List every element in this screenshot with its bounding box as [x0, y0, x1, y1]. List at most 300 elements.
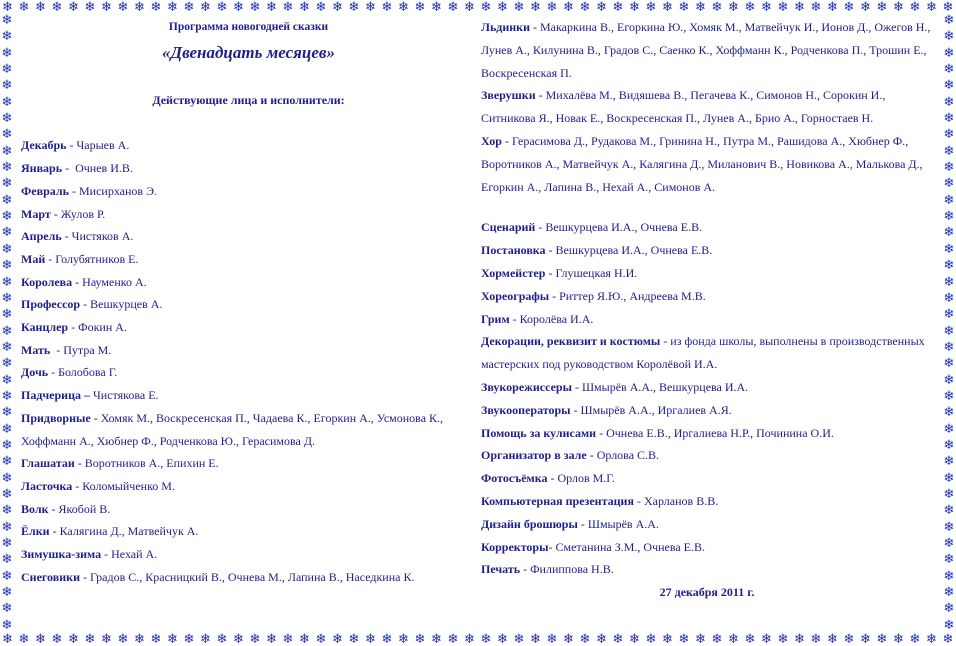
cast-entry — [21, 498, 476, 521]
cast_right-performers: Макаркина В., Егоркина Ю., Хомяк М., Матвейчук И., Ионов Д., Ожегов Н., Лунев А., Килунина В., Градов С., Саенко К., Хоффманн К., Родченкова П., Трошин Е., Воскресенская П. — [481, 20, 931, 80]
snowflake-icon: ❄ — [1, 388, 13, 404]
snowflake-icon: ❄ — [943, 290, 955, 306]
snowflake-icon: ❄ — [530, 632, 541, 646]
cast-performers: Жулов Р. — [60, 206, 106, 221]
crew-entry — [481, 490, 933, 513]
crew-entry — [481, 308, 933, 331]
snowflake-icon: ❄ — [68, 632, 79, 646]
cast-separator: - — [50, 206, 61, 221]
cast-performers: Чистякова Е. — [93, 388, 159, 403]
snowflake-icon: ❄ — [876, 632, 888, 646]
cast-list — [21, 134, 476, 588]
snowflake-icon: ❄ — [943, 437, 955, 453]
cast-performers: Градов С., Красницкий В., Очнева М., Лапина В., Наседкина К. — [89, 569, 415, 584]
crew-entry — [481, 216, 933, 239]
snowflake-icon: ❄ — [943, 258, 955, 274]
snowflake-icon: ❄ — [645, 0, 657, 14]
play-title: «Двенадцать месяцев» — [162, 42, 335, 62]
snowflake-icon: ❄ — [2, 632, 13, 646]
cast-performers: Болобова Г. — [58, 365, 118, 380]
snowflake-icon: ❄ — [1, 503, 13, 519]
crew-entry — [481, 536, 933, 559]
snowflake-icon: ❄ — [943, 225, 955, 241]
snowflake-icon: ❄ — [332, 632, 343, 646]
snowflake-icon: ❄ — [183, 632, 195, 646]
cast-separator: - — [48, 365, 59, 380]
snowflake-icon: ❄ — [1, 225, 13, 241]
right-column — [481, 16, 933, 604]
cast-entry — [21, 157, 476, 180]
snowflake-icon: ❄ — [943, 339, 955, 355]
crew-entry — [481, 422, 933, 445]
crew-list — [481, 216, 933, 581]
snowflake-icon: ❄ — [843, 0, 855, 14]
snowflake-icon: ❄ — [926, 632, 937, 646]
cast-separator: - — [101, 547, 112, 562]
snowflake-icon: ❄ — [860, 632, 871, 646]
snowflake-icon: ❄ — [943, 14, 955, 28]
snowflake-icon: ❄ — [1, 127, 13, 143]
snowflake-icon: ❄ — [35, 632, 46, 646]
crew-entry — [481, 467, 933, 490]
crew-role: Организатор в зале — [481, 448, 587, 463]
cast-entry — [21, 134, 476, 157]
cast-entry — [21, 203, 476, 226]
snowflake-icon: ❄ — [794, 632, 805, 646]
snowflake-icon: ❄ — [943, 568, 955, 584]
crew-performers: Риттер Я.Ю., Андреева М.В. — [559, 288, 706, 303]
snowflake-icon: ❄ — [51, 632, 63, 646]
crew-role: Компьютерная презентация — [481, 493, 634, 508]
cast-separator: - — [48, 501, 59, 516]
crew-role: Сценарий — [481, 220, 536, 235]
snowflake-icon: ❄ — [1, 160, 13, 176]
cast_right-entry — [481, 84, 933, 130]
snowflake-icon: ❄ — [200, 632, 211, 646]
snowflake-icon: ❄ — [1, 323, 13, 339]
snowflake-icon: ❄ — [414, 0, 426, 14]
snowflake-icon: ❄ — [101, 632, 112, 646]
snowflake-icon: ❄ — [1, 78, 13, 94]
crew-entry — [481, 262, 933, 285]
cast-separator: - — [50, 342, 64, 357]
cast-entry — [21, 566, 476, 589]
snowflake-icon: ❄ — [943, 160, 955, 176]
cast-performers: Якобой В. — [58, 501, 111, 516]
cast-entry — [21, 316, 476, 339]
crew-performers: Королёва И.А. — [519, 311, 594, 326]
snowflake-icon: ❄ — [513, 0, 525, 14]
cast-performers: Голубятников Е. — [55, 251, 139, 266]
snowflake-icon: ❄ — [1, 176, 13, 192]
cast-role: Волк — [21, 501, 49, 516]
snowflake-icon: ❄ — [943, 519, 955, 535]
cast-performers: Чистяков А. — [71, 229, 134, 244]
crew-role: Помощь за кулисами — [481, 425, 597, 440]
cast-performers: Фокин А. — [78, 320, 127, 335]
snowflake-icon: ❄ — [761, 0, 772, 14]
snowflake-icon: ❄ — [266, 632, 277, 646]
snowflake-icon: ❄ — [233, 0, 244, 14]
snowflake-icon: ❄ — [431, 0, 442, 14]
cast_right-role: Хор — [481, 133, 502, 148]
crew-entry — [481, 330, 933, 376]
snowflake-icon: ❄ — [546, 0, 558, 14]
snowflake-icon: ❄ — [18, 632, 30, 646]
cast-role: Февраль — [21, 183, 69, 198]
snowflake-icon: ❄ — [612, 0, 624, 14]
snowflake-icon: ❄ — [1, 29, 13, 45]
snowflake-icon: ❄ — [282, 632, 294, 646]
snowflake-icon: ❄ — [943, 454, 955, 470]
crew-separator: - — [549, 288, 560, 303]
cast-entry — [21, 361, 476, 384]
snowflake-icon: ❄ — [249, 632, 261, 646]
cast-entry — [21, 339, 476, 362]
snowflake-icon: ❄ — [943, 111, 955, 127]
snowflake-icon: ❄ — [810, 632, 822, 646]
snowflake-icon: ❄ — [414, 632, 426, 646]
crew-separator: - — [545, 265, 556, 280]
snowflake-icon: ❄ — [447, 0, 459, 14]
snowflake-icon: ❄ — [943, 274, 955, 290]
crew-entry — [481, 376, 933, 399]
cast-performers: Нехай А. — [111, 547, 158, 562]
crew-performers: Вешкурцева И.А., Очнева Е.В. — [555, 243, 713, 258]
cast-entry — [21, 271, 476, 294]
snowflake-icon: ❄ — [150, 0, 162, 14]
spacer — [481, 198, 933, 216]
snowflake-icon: ❄ — [150, 632, 162, 646]
crew-role: Хореографы — [481, 288, 550, 303]
snowflake-icon: ❄ — [1, 94, 13, 110]
snowflake-icon: ❄ — [943, 372, 955, 388]
crew-performers: Орлова С.В. — [596, 448, 660, 463]
cast-entry — [21, 225, 476, 248]
snowflake-icon: ❄ — [942, 632, 954, 646]
snowflake-icon: ❄ — [943, 307, 955, 323]
snowflake-icon: ❄ — [365, 0, 376, 14]
snowflake-icon: ❄ — [695, 632, 706, 646]
snowflake-icon: ❄ — [315, 0, 327, 14]
snowflake-icon: ❄ — [827, 0, 838, 14]
cast-separator: - — [72, 478, 83, 493]
cast-role: Март — [21, 206, 51, 221]
snowflake-icon: ❄ — [943, 209, 955, 225]
crew-performers: из фонда школы, выполнены в производственных мастерских под руководством Королёвой И.А. — [481, 334, 925, 372]
cast-entry — [21, 475, 476, 498]
snowflake-icon: ❄ — [332, 0, 343, 14]
snowflake-icon: ❄ — [1, 405, 13, 421]
crew-performers: Глушецкая Н.И. — [555, 265, 638, 280]
cast_right-separator: - — [501, 133, 512, 148]
snowflake-icon: ❄ — [943, 143, 955, 159]
cast-separator: - — [90, 410, 101, 425]
snowflake-icon: ❄ — [943, 29, 955, 45]
crew-separator: - — [633, 493, 644, 508]
snowflake-icon: ❄ — [1, 601, 13, 617]
snowflake-icon: ❄ — [2, 0, 13, 14]
snowflake-icon: ❄ — [134, 0, 145, 14]
snowflake-icon: ❄ — [827, 632, 838, 646]
snowflake-icon: ❄ — [35, 0, 46, 14]
cast-role: Падчерица – — [21, 388, 90, 403]
cast-performers: Путра М. — [63, 342, 112, 357]
cast-performers: Воротников А., Епихин Е. — [84, 456, 219, 471]
crew-entry — [481, 444, 933, 467]
snowflake-icon: ❄ — [943, 241, 955, 257]
cast-role: Декабрь — [21, 138, 67, 153]
cast-separator: - — [61, 229, 72, 244]
cast-performers: Мисирханов Э. — [78, 183, 158, 198]
crew-role: Постановка — [481, 243, 546, 258]
cast-entry — [21, 407, 476, 452]
snowflake-icon: ❄ — [943, 323, 955, 339]
crew-role: Фотосъёмка — [481, 471, 548, 486]
border-bottom — [0, 632, 956, 646]
snowflake-icon: ❄ — [943, 78, 955, 94]
snowflake-icon: ❄ — [728, 632, 739, 646]
snowflake-icon: ❄ — [134, 632, 145, 646]
cast-separator: - — [80, 297, 91, 312]
snowflake-icon: ❄ — [596, 632, 607, 646]
snowflake-icon: ❄ — [794, 0, 805, 14]
cast-entry — [21, 248, 476, 271]
crew-role: Печать — [481, 562, 521, 577]
snowflake-icon: ❄ — [744, 632, 756, 646]
cast-performers: Науменко А. — [82, 274, 147, 289]
cast_right-role: Льдинки — [481, 20, 531, 34]
crew-separator: - — [596, 425, 607, 440]
crew-separator: - — [547, 471, 558, 486]
snowflake-icon: ❄ — [629, 0, 640, 14]
cast_right-separator: - — [535, 88, 546, 103]
snowflake-icon: ❄ — [1, 192, 13, 208]
cast-separator: - — [72, 274, 83, 289]
snowflake-icon: ❄ — [398, 0, 409, 14]
snowflake-icon: ❄ — [1, 307, 13, 323]
crew-separator: - — [571, 379, 582, 394]
snowflake-icon: ❄ — [942, 0, 954, 14]
snowflake-icon: ❄ — [365, 632, 376, 646]
snowflake-icon: ❄ — [926, 0, 937, 14]
snowflake-icon: ❄ — [711, 0, 723, 14]
crew-performers: Шмырёв А.А. — [587, 516, 659, 531]
snowflake-icon: ❄ — [943, 536, 955, 551]
snowflake-icon: ❄ — [909, 0, 921, 14]
crew-performers: Сметанина З.М., Очнева Е.В. — [555, 539, 706, 554]
cast-role: Зимушка-зима — [21, 547, 102, 562]
cast-performers: Калягина Д., Матвейчук А. — [59, 524, 199, 539]
snowflake-icon: ❄ — [645, 632, 657, 646]
snowflake-icon: ❄ — [1, 290, 13, 306]
snowflake-icon: ❄ — [1, 274, 13, 290]
snowflake-icon: ❄ — [943, 470, 955, 486]
snowflake-icon: ❄ — [167, 0, 178, 14]
snowflake-icon: ❄ — [1, 62, 13, 78]
snowflake-icon: ❄ — [497, 632, 508, 646]
crew-separator: - — [586, 448, 597, 463]
snowflake-icon: ❄ — [18, 0, 30, 14]
border-left — [0, 14, 14, 632]
snowflake-icon: ❄ — [200, 0, 211, 14]
snowflake-icon: ❄ — [1, 437, 13, 453]
snowflake-icon: ❄ — [1, 585, 13, 601]
crew-performers: Вешкурцева И.А., Очнева Е.В. — [545, 220, 703, 235]
crew-entry — [481, 239, 933, 262]
snowflake-icon: ❄ — [1, 486, 13, 502]
cast-heading: Действующие лица и исполнители: — [152, 92, 345, 107]
snowflake-icon: ❄ — [1, 241, 13, 257]
crew-performers: Орлов М.Г. — [557, 471, 615, 486]
cast_right-entry — [481, 16, 933, 84]
snowflake-icon: ❄ — [612, 632, 624, 646]
snowflake-icon: ❄ — [1, 568, 13, 584]
snowflake-icon: ❄ — [943, 486, 955, 502]
cast-role: Мать — [21, 342, 51, 357]
cast-role: Королева — [21, 274, 73, 289]
cast-role: Профессор — [21, 297, 81, 312]
snowflake-icon: ❄ — [1, 209, 13, 225]
snowflake-icon: ❄ — [943, 176, 955, 192]
program-date: 27 декабря 2011 г. — [659, 585, 755, 600]
snowflake-icon: ❄ — [943, 356, 955, 372]
snowflake-icon: ❄ — [381, 632, 393, 646]
snowflake-icon: ❄ — [761, 632, 772, 646]
snowflake-icon: ❄ — [1, 552, 13, 568]
snowflake-icon: ❄ — [464, 632, 475, 646]
snowflake-icon: ❄ — [84, 632, 96, 646]
cast-performers: Очнев И.В. — [75, 161, 133, 176]
cast-role: Глашатаи — [21, 456, 75, 471]
snowflake-icon: ❄ — [943, 552, 955, 568]
snowflake-icon: ❄ — [943, 127, 955, 143]
cast-role: Канцлер — [21, 320, 69, 335]
snowflake-icon: ❄ — [876, 0, 888, 14]
snowflake-icon: ❄ — [1, 421, 13, 437]
left-column — [21, 16, 476, 588]
cast_right-separator: - — [530, 20, 541, 34]
crew-role: Корректоры — [481, 539, 549, 554]
cast-role: Снеговики — [21, 569, 80, 584]
snowflake-icon: ❄ — [1, 519, 13, 535]
snowflake-icon: ❄ — [117, 632, 129, 646]
snowflake-icon: ❄ — [943, 45, 955, 61]
snowflake-icon: ❄ — [860, 0, 871, 14]
cast-entry — [21, 543, 476, 566]
snowflake-icon: ❄ — [711, 632, 723, 646]
crew-entry — [481, 558, 933, 581]
snowflake-icon: ❄ — [1, 339, 13, 355]
snowflake-icon: ❄ — [398, 632, 409, 646]
snowflake-icon: ❄ — [447, 632, 459, 646]
crew-performers: Филиппова Н.В. — [530, 562, 614, 577]
snowflake-icon: ❄ — [662, 0, 673, 14]
snowflake-icon: ❄ — [777, 0, 789, 14]
cast-separator: - — [68, 183, 79, 198]
cast-performers: Вешкурцев А. — [90, 297, 163, 312]
crew-entry — [481, 285, 933, 308]
snowflake-icon: ❄ — [464, 0, 475, 14]
crew-separator: - — [660, 334, 671, 349]
snowflake-icon: ❄ — [480, 632, 492, 646]
crew-separator: - — [535, 220, 546, 235]
snowflake-icon: ❄ — [893, 632, 904, 646]
snowflake-icon: ❄ — [348, 0, 360, 14]
crew-separator: - — [577, 516, 588, 531]
snowflake-icon: ❄ — [1, 14, 13, 28]
cast_right-performers: Герасимова Д., Рудакова М., Гринина Н., Путра М., Рашидова А., Хюбнер Ф., Воротников А., Матвейчук А., Калягина Д., Миланович В., Новикова А., Малькова Д., Егоркин А., Лапина В., Нехай А., Симонов А. — [481, 133, 923, 194]
cast_right-entry — [481, 130, 933, 198]
crew-role: Декорации, реквизит и костюмы — [481, 334, 661, 349]
cast-entry — [21, 452, 476, 475]
cast-separator: - — [74, 456, 85, 471]
snowflake-icon: ❄ — [348, 632, 360, 646]
cast-role: Ласточка — [21, 478, 73, 493]
snowflake-icon: ❄ — [530, 0, 541, 14]
snowflake-icon: ❄ — [431, 632, 442, 646]
snowflake-icon: ❄ — [68, 0, 79, 14]
snowflake-icon: ❄ — [1, 45, 13, 61]
snowflake-icon: ❄ — [513, 632, 525, 646]
cast_right-role: Зверушки — [481, 88, 536, 103]
cast-performers: Коломыйченко М. — [82, 478, 175, 493]
snowflake-icon: ❄ — [943, 617, 955, 632]
snowflake-icon: ❄ — [546, 632, 558, 646]
crew-performers: Шмырёв А.А., Вешкурцева И.А. — [581, 379, 749, 394]
snowflake-icon: ❄ — [315, 632, 327, 646]
snowflake-icon: ❄ — [943, 192, 955, 208]
snowflake-icon: ❄ — [744, 0, 756, 14]
snowflake-icon: ❄ — [51, 0, 63, 14]
snowflake-icon: ❄ — [843, 632, 855, 646]
snowflake-icon: ❄ — [1, 143, 13, 159]
cast-role: Придворные — [21, 410, 91, 425]
snowflake-icon: ❄ — [299, 632, 310, 646]
cast-role: Май — [21, 251, 46, 266]
snowflake-icon: ❄ — [893, 0, 904, 14]
snowflake-icon: ❄ — [1, 258, 13, 274]
crew-separator: - — [570, 402, 581, 417]
snowflake-icon: ❄ — [943, 585, 955, 601]
snowflake-icon: ❄ — [183, 0, 195, 14]
snowflake-icon: ❄ — [943, 503, 955, 519]
crew-separator: - — [520, 562, 531, 577]
snowflake-icon: ❄ — [1, 111, 13, 127]
snowflake-icon: ❄ — [249, 0, 261, 14]
cast-right-list — [481, 16, 933, 198]
snowflake-icon: ❄ — [695, 0, 706, 14]
snowflake-icon: ❄ — [943, 62, 955, 78]
cast-separator: - — [68, 320, 79, 335]
crew-separator: - — [545, 243, 556, 258]
snowflake-icon: ❄ — [563, 632, 574, 646]
snowflake-icon: ❄ — [233, 632, 244, 646]
cast-entry — [21, 180, 476, 203]
snowflake-icon: ❄ — [1, 454, 13, 470]
crew-role: Дизайн брошюры — [481, 516, 578, 531]
snowflake-icon: ❄ — [596, 0, 607, 14]
crew-performers: Шмырёв А.А., Иргалиев А.Я. — [580, 402, 732, 417]
cast-entry — [21, 293, 476, 316]
snowflake-icon: ❄ — [943, 94, 955, 110]
snowflake-icon: ❄ — [216, 632, 228, 646]
cast-role: Апрель — [21, 229, 62, 244]
crew-entry — [481, 513, 933, 536]
snowflake-icon: ❄ — [1, 536, 13, 551]
snowflake-icon: ❄ — [728, 0, 739, 14]
cast-separator: - — [62, 161, 76, 176]
